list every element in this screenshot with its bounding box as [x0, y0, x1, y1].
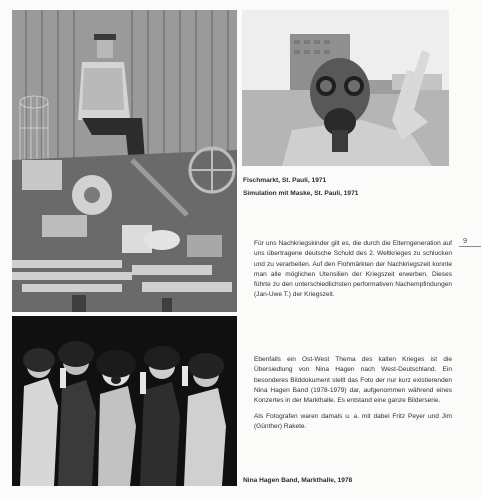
caption-band: Nina Hagen Band, Markthalle, 1978 — [243, 477, 353, 484]
photo-maske — [242, 10, 449, 166]
paragraph-nachkriegskinder: Für uns Nachkriegskinder gilt es, die durch die Elterngeneration auf uns übertragene deutsche Schuld des 2. Weltkrieges zu schlucken und zu verarbeiten. Auf den Flohmärkten der Nachkriegszeit konnte man alle möglichen Utensilien der Kriegszeit erwerben. Dieses führte zu den unterschiedlichsten performativen Nachempfindungen (Jan-Uwe T.) der Kriegszeit. — [254, 240, 452, 299]
caption-maske: Simulation mit Maske, St. Pauli, 1971 — [243, 190, 359, 197]
photo-band — [12, 316, 237, 486]
caption-fischmarkt: Fischmarkt, St. Pauli, 1971 — [243, 177, 327, 184]
photo-fischmarkt — [12, 10, 237, 312]
paragraph-fotografen: Als Fotografen waren damals u. a. mit dabei Fritz Peyer und Jim (Günther) Rakete. — [254, 413, 452, 431]
page-number-rule — [459, 246, 481, 247]
page-number: 9 — [463, 236, 468, 245]
paragraph-nina-hagen: Ebenfalls ein Ost-West Thema des kalten Krieges ist die Übersiedlung von Nina Hagen nach West-Deutschland. Ein besonderes Bilddokument stellt das Foto der nur kurz existierenden Nina Hagen Band (1978-1979) dar, aufgenommen während eines Konzertes in der Markthalle. Es entstand eine ganze Bilderserie. — [254, 356, 452, 405]
